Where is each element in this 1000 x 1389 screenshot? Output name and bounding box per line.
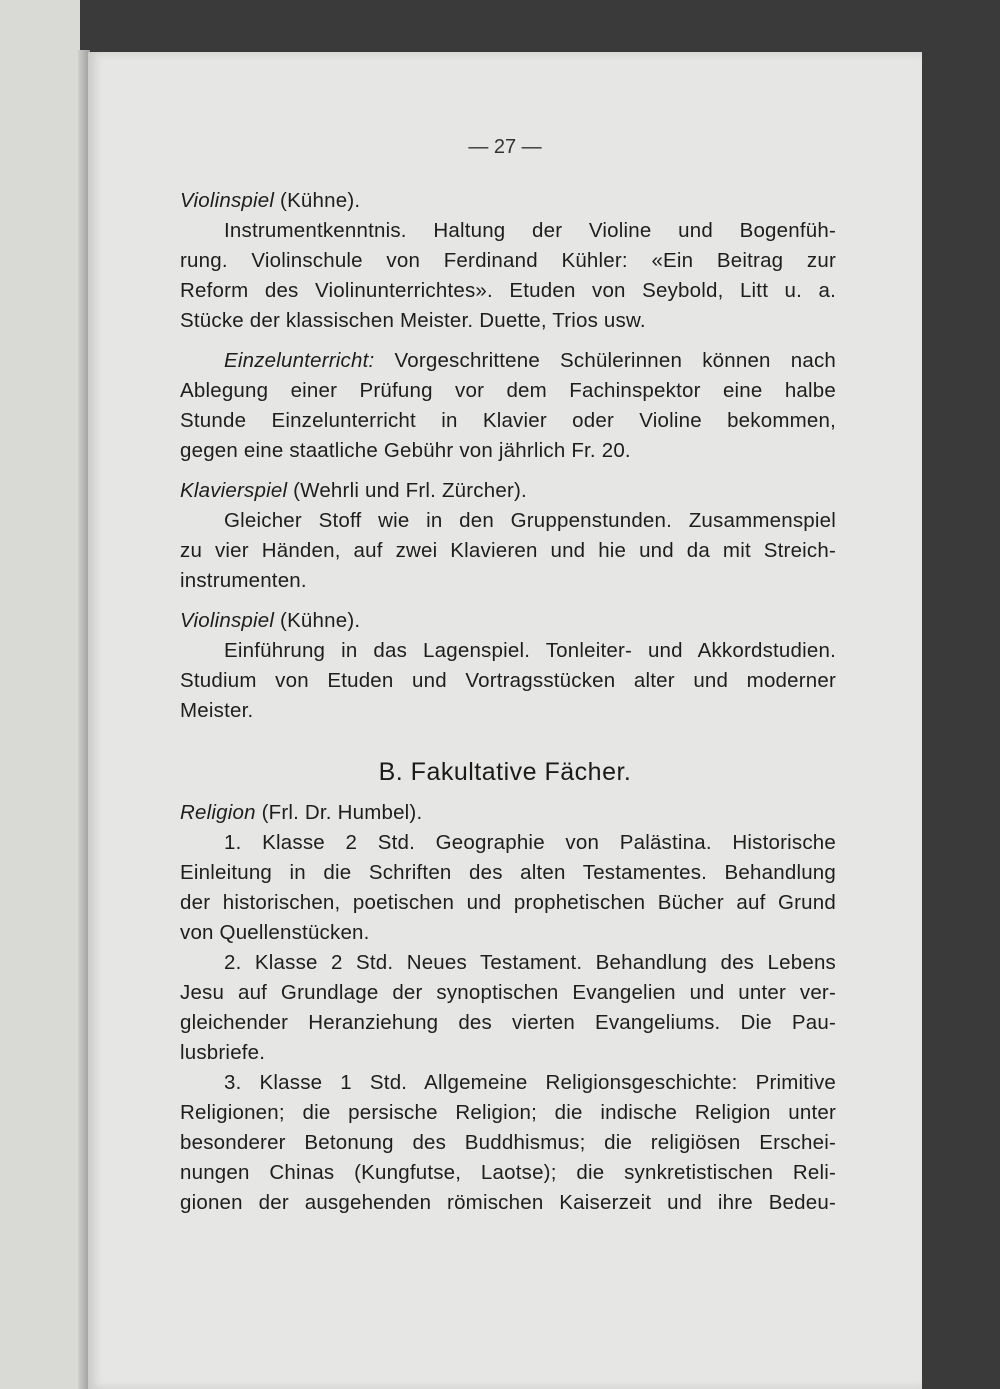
text-line: Religionen; die persische Religion; die indische Religion unter [180, 1101, 836, 1124]
text-line: rung. Violinschule von Ferdinand Kühler: «Ein Beitrag zur [180, 249, 836, 272]
text-line: gegen eine staatliche Gebühr von jährlich Fr. 20. [180, 439, 631, 462]
adjacent-page-edge [0, 0, 80, 1389]
section-heading-religion [180, 798, 836, 828]
teacher-name: (Frl. Dr. Humbel). [255, 801, 423, 824]
text-line: Ablegung einer Prüfung vor dem Fachinspektor eine halbe [180, 379, 836, 402]
text-line: gionen der ausgehenden römischen Kaiserzeit und ihre Bedeu- [180, 1191, 836, 1214]
text-line: lusbriefe. [180, 1041, 266, 1064]
text-line: gleichender Heranziehung des vierten Evangeliums. Die Pau- [180, 1011, 836, 1034]
teacher-name: (Kühne). [274, 189, 361, 212]
section-heading-einzelunterricht [180, 346, 836, 376]
text-line: Gleicher Stoff wie in den Gruppenstunden. Zusammenspiel [224, 509, 836, 532]
subject-title: Klavierspiel [180, 479, 288, 502]
text-line: der historischen, poetischen und prophetischen Bücher auf Grund [180, 891, 836, 914]
section-heading-violinspiel [180, 186, 836, 216]
teacher-name: (Kühne). [274, 609, 361, 632]
text-line: Reform des Violinunterrichtes». Etuden von Seybold, Litt u. a. [180, 279, 836, 302]
text-run: Vorgeschrittene Schülerinnen können nach [374, 349, 836, 372]
section-heading-violinspiel-2 [180, 606, 836, 636]
text-line: nungen Chinas (Kungfutse, Laotse); die synkretistischen Reli- [180, 1161, 836, 1184]
text-line: 3. Klasse 1 Std. Allgemeine Religionsgeschichte: Primitive [224, 1071, 836, 1094]
text-line: Jesu auf Grundlage der synoptischen Evangelien und unter ver- [180, 981, 836, 1004]
text-line: Meister. [180, 699, 254, 722]
section-heading-klavierspiel [180, 476, 836, 506]
text-line: besonderer Betonung des Buddhismus; die religiösen Erschei- [180, 1131, 836, 1154]
text-line: Einleitung in die Schriften des alten Testamentes. Behandlung [180, 861, 836, 884]
text-line: Instrumentkenntnis. Haltung der Violine und Bogenfüh- [224, 219, 836, 242]
text-line: Stunde Einzelunterricht in Klavier oder Violine bekommen, [180, 409, 836, 432]
page-number: — 27 — [468, 136, 542, 158]
subject-title: Violinspiel [180, 189, 275, 212]
text-line: Einführung in das Lagenspiel. Tonleiter- und Akkordstudien. [224, 639, 836, 662]
subject-title: Religion [180, 801, 256, 824]
text-line: Studium von Etuden und Vortragsstücken alter und moderner [180, 669, 836, 692]
text-line: von Quellenstücken. [180, 921, 370, 944]
teacher-name: (Wehrli und Frl. Zürcher). [287, 479, 527, 502]
document-page [88, 52, 922, 1389]
text-line: 1. Klasse 2 Std. Geographie von Palästina. Historische [224, 831, 836, 854]
text-line: Stücke der klassischen Meister. Duette, Trios usw. [180, 309, 646, 332]
section-heading-b: B. Fakultative Fächer. [378, 758, 632, 786]
text-line: zu vier Händen, auf zwei Klavieren und hie und da mit Streich- [180, 539, 836, 562]
subject-title: Einzelunterricht: [224, 349, 375, 372]
text-line: 2. Klasse 2 Std. Neues Testament. Behandlung des Lebens [224, 951, 836, 974]
subject-title: Violinspiel [180, 609, 275, 632]
text-line: instrumenten. [180, 569, 307, 592]
